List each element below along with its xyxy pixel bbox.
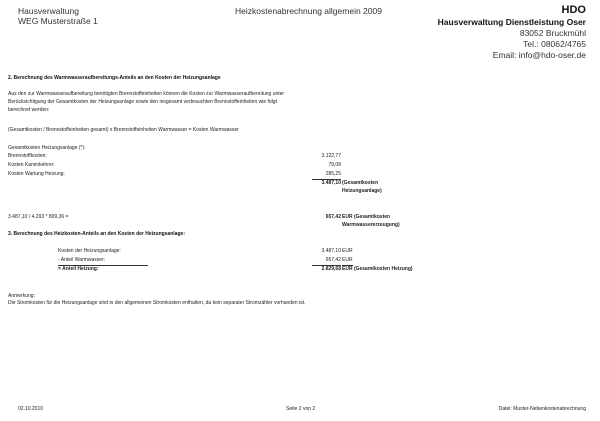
cost-row-label: Brennstoffkosten:	[8, 153, 47, 159]
footer-page-number: Seite 2 von 2	[286, 406, 316, 412]
heating-row-label: Kosten der Heizungsanlage:	[58, 248, 121, 254]
brand-logo-text: HDO	[561, 4, 586, 16]
cost-row-value: 79,08	[328, 162, 341, 168]
heating-row	[58, 257, 148, 266]
company-name: Hausverwaltung Dienstleistung Oser	[437, 17, 586, 27]
heating-row-label: Anteil Warmwasser:	[60, 257, 106, 263]
document-title: Heizkostenabrechnung allgemein 2009	[235, 6, 382, 16]
footer-filename: Datei: Muster-Nebenkostenabrechnung	[498, 406, 586, 412]
warmwater-cost-label: EUR (Gesamtkosten	[342, 214, 391, 220]
section-3-heading: 3. Berechnung des Heizkosten-Anteils an den Kosten der Heizungsanlage:	[8, 231, 185, 237]
cost-row-label: Kosten Kaminkehrer:	[8, 162, 55, 168]
section-2-paragraph-line2: Berücksichtigung der Gesamtkosten der Heizungsanlage sowie den insgesamt verbrauchten Brennstoffeinheiten wie folgt	[8, 99, 277, 105]
heating-row-unit: EUR	[342, 257, 353, 266]
warmwater-cost-label: Warmwassererzeugung)	[342, 222, 400, 228]
header-left-line2: WEG Musterstraße 1	[18, 16, 98, 26]
heating-row-prefix: =	[58, 266, 61, 272]
company-email: Email: info@hdo-oser.de	[492, 50, 586, 60]
section-2-heading: 2. Berechnung des Warmwasseraufbereitungs-Anteils an den Kosten der Heizungsanlage	[8, 75, 221, 81]
company-city: 83052 Bruckmühl	[519, 28, 586, 38]
formula-text: (Gesamtkosten / Brennstoffeinheiten gesamt) x Brennstoffeinheiten Warmwasser = Kosten Warmwasser	[8, 127, 239, 133]
note-text: Die Stromkosten für die Heizungsanlage sind in den allgemeinen Stromkosten enthalten, da kein separater Stromzähler vorhanden ist.	[8, 300, 306, 306]
heating-row-value: 3.487,10	[321, 248, 341, 254]
section-2-paragraph-line3: berechnet werden:	[8, 107, 50, 113]
total-heating-label: (Gesamtkosten	[342, 180, 379, 186]
header-left-line1: Hausverwaltung	[18, 6, 79, 16]
gesamtkosten-label: Gesamtkosten Heizungsanlage (*):	[8, 145, 86, 151]
cost-row-value: 285,25	[312, 171, 341, 180]
heating-row-unit: EUR	[342, 248, 353, 254]
heating-share-label: EUR (Gesamtkosten Heizung)	[342, 266, 413, 272]
total-heating-value: 3.487,10	[321, 180, 341, 186]
heating-row-prefix: -	[58, 257, 60, 263]
heating-row-value: 657,42	[312, 257, 341, 266]
note-title: Anmerkung:	[8, 293, 35, 299]
cost-row-label: Kosten Wartung Heizung:	[8, 171, 65, 177]
cost-row-value: 3.122,77	[321, 153, 341, 159]
calculation-expression: 3.487,10 / 4.293 * 809,36 =	[8, 214, 69, 220]
heating-row-label: Anteil Heizung:	[62, 266, 99, 272]
footer-date: 02.10.2010	[18, 406, 44, 412]
heating-share-value: 2.829,68	[321, 266, 341, 272]
warmwater-cost-value: 657,42	[325, 214, 341, 220]
total-heating-label: Heizungsanlage)	[342, 188, 382, 194]
company-phone: Tel.: 08062/4765	[523, 39, 586, 49]
section-2-paragraph-line1: Aus den zur Warmwasseraufbereitung benötigten Brennstoffeinheiten können die Kosten zur Warmwasseraufbereitung unter	[8, 91, 285, 97]
heating-row	[58, 266, 99, 274]
